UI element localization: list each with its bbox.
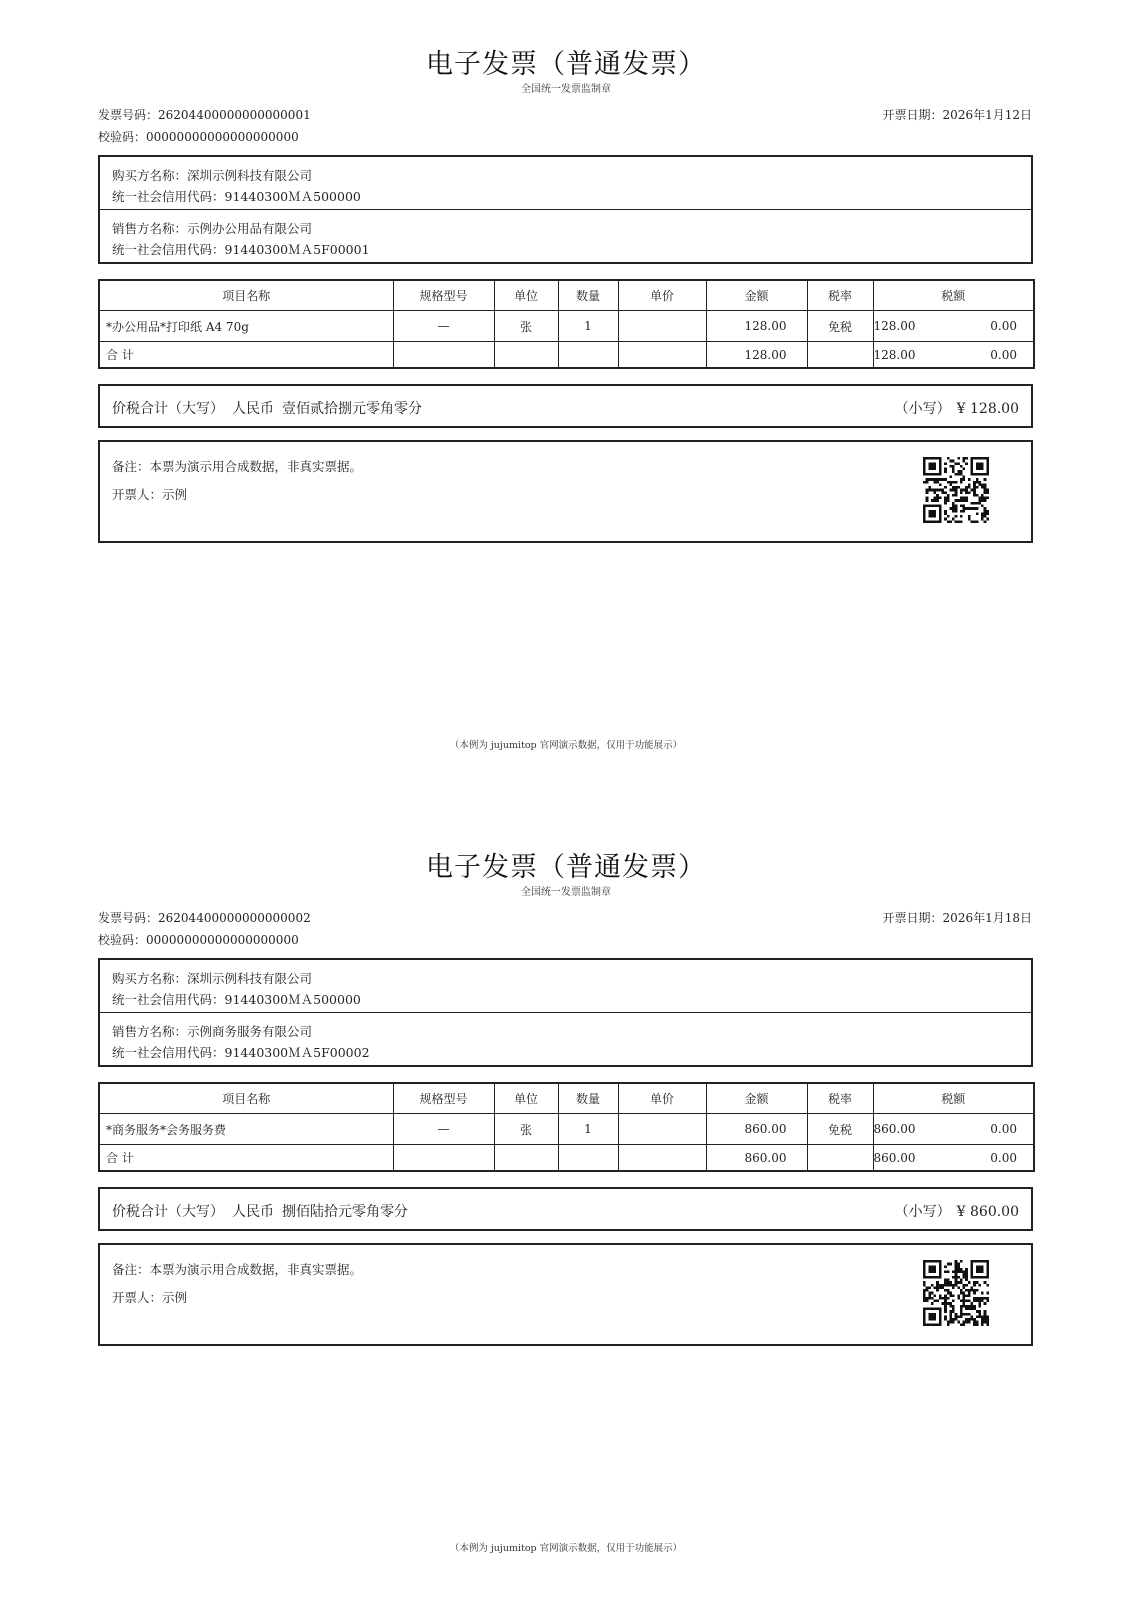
empty-cell [558,1145,618,1172]
seller-code-label: 统一社会信用代码： [112,1045,225,1060]
empty-cell [558,342,618,369]
buyer-name-label: 购买方名称： [112,168,188,183]
sum-box [98,384,1033,428]
invoice-subtitle: 全国统一发票监制章 [521,84,611,95]
issue-date-value: 2026年1月18日 [942,911,1032,925]
invoice [0,0,1132,800]
sum-small-value: ¥ 860.00 [956,1204,1019,1220]
total-tax-cell [873,342,1034,369]
sum-currency: 人民币 [232,401,274,417]
table-row [99,1114,1034,1145]
remark-text: 备注：本票为演示用合成数据，非真实票据。 [112,459,363,474]
sum-label: 价税合计（大写） [112,1204,224,1220]
col-header: 单价 [618,280,706,311]
seller-section [100,1013,1031,1066]
invoice-number [98,909,311,926]
sum-words: 捌佰陆拾元零角零分 [282,1204,408,1220]
buyer-code: 91440300ＭＡ500000 [224,189,361,204]
buyer-name: 深圳示例科技有限公司 [187,168,313,183]
qr-code-icon [923,457,989,523]
col-header: 税率 [807,1083,873,1114]
check-code-label: 校验码： [98,933,147,947]
invoice-number-value: 26204400000000000001 [158,108,311,122]
col-header: 税额 [873,280,1034,311]
col-header: 项目名称 [99,1083,393,1114]
seller-code-label: 统一社会信用代码： [112,242,225,257]
item-price [618,311,706,342]
buyer-section [100,157,1031,210]
check-code-label: 校验码： [98,130,147,144]
invoice-subtitle: 全国统一发票监制章 [521,887,611,898]
col-header: 金额 [706,1083,807,1114]
total-tax-cell [873,1145,1034,1172]
buyer-code-label: 统一社会信用代码： [112,992,225,1007]
item-tax: 0.00 [990,1122,1017,1136]
seller-name-label: 销售方名称： [112,221,188,236]
items-table [98,279,1035,369]
empty-cell [393,342,494,369]
issuer-name: 示例 [162,487,188,502]
items-table [98,1082,1035,1172]
item-tax-cell [873,311,1034,342]
buyer-name-label: 购买方名称： [112,971,188,986]
col-header: 单价 [618,1083,706,1114]
invoice-number-value: 26204400000000000002 [158,911,311,925]
empty-cell [618,1145,706,1172]
seller-code: 91440300ＭＡ5F00002 [224,1045,370,1060]
item-tax-base: 860.00 [873,1122,916,1136]
item-price [618,1114,706,1145]
buyer-name: 深圳示例科技有限公司 [187,971,313,986]
buyer-section [100,960,1031,1013]
item-rate: 免税 [807,1114,873,1145]
sum-words: 壹佰贰拾捌元零角零分 [282,401,422,417]
item-name: *商务服务*会务服务费 [99,1114,393,1145]
total-row [99,342,1034,369]
item-qty: 1 [558,311,618,342]
total-tax-base: 860.00 [873,1150,916,1165]
seller-name: 示例商务服务有限公司 [187,1024,313,1039]
table-header-row [99,280,1034,311]
item-tax-base: 128.00 [873,319,916,333]
sum-small-value: ¥ 128.00 [956,401,1019,417]
empty-cell [618,342,706,369]
total-row [99,1145,1034,1172]
demo-footer-note: （本例为 jujumitop 官网演示数据，仅用于功能展示） [449,740,683,751]
check-code [98,128,299,145]
issue-date [883,106,1032,123]
empty-cell [807,342,873,369]
item-name: *办公用品*打印纸 A4 70g [99,311,393,342]
empty-cell [494,342,558,369]
col-header: 数量 [558,1083,618,1114]
sum-box [98,1187,1033,1231]
issuer-label: 开票人： [112,487,163,502]
item-spec: — [393,311,494,342]
seller-name-label: 销售方名称： [112,1024,188,1039]
sum-label: 价税合计（大写） [112,401,224,417]
demo-footer-note: （本例为 jujumitop 官网演示数据，仅用于功能展示） [449,1543,683,1554]
item-amount: 128.00 [706,311,807,342]
total-tax: 0.00 [990,1150,1017,1165]
col-header: 规格型号 [393,1083,494,1114]
table-header-row [99,1083,1034,1114]
parties-box [98,958,1033,1067]
total-label: 合 计 [99,1145,393,1172]
seller-code: 91440300ＭＡ5F00001 [224,242,370,257]
item-spec: — [393,1114,494,1145]
issue-date-label: 开票日期： [882,911,943,925]
col-header: 单位 [494,1083,558,1114]
invoice-number-label: 发票号码： [98,911,159,925]
seller-name: 示例办公用品有限公司 [187,221,313,236]
empty-cell [393,1145,494,1172]
buyer-code: 91440300ＭＡ500000 [224,992,361,1007]
item-tax-cell [873,1114,1034,1145]
col-header: 数量 [558,280,618,311]
remark-box [98,1243,1033,1346]
qr-code-icon [923,1260,989,1326]
buyer-code-label: 统一社会信用代码： [112,189,225,204]
invoice-title: 电子发票（普通发票） [426,49,706,80]
issue-date-label: 开票日期： [882,108,943,122]
issuer [112,485,187,503]
total-tax: 0.00 [990,347,1017,362]
invoice-title: 电子发票（普通发票） [426,852,706,883]
total-tax-base: 128.00 [873,347,916,362]
total-amount: 128.00 [706,342,807,369]
seller-section [100,210,1031,263]
item-unit: 张 [494,311,558,342]
item-tax: 0.00 [990,319,1017,333]
total-amount: 860.00 [706,1145,807,1172]
issue-date [883,909,1032,926]
sum-small-label: （小写） [894,1204,951,1220]
issue-date-value: 2026年1月12日 [942,108,1032,122]
check-code [98,931,299,948]
invoice [0,803,1132,1603]
issuer-label: 开票人： [112,1290,163,1305]
issuer [112,1288,187,1306]
item-amount: 860.00 [706,1114,807,1145]
sum-currency: 人民币 [232,1204,274,1220]
parties-box [98,155,1033,264]
sum-small-label: （小写） [894,401,951,417]
check-code-value: 00000000000000000000 [146,130,299,144]
issuer-name: 示例 [162,1290,188,1305]
remark-box [98,440,1033,543]
item-qty: 1 [558,1114,618,1145]
col-header: 单位 [494,280,558,311]
invoice-number-label: 发票号码： [98,108,159,122]
empty-cell [807,1145,873,1172]
total-label: 合 计 [99,342,393,369]
item-rate: 免税 [807,311,873,342]
table-row [99,311,1034,342]
invoice-number [98,106,311,123]
empty-cell [494,1145,558,1172]
remark-text: 备注：本票为演示用合成数据，非真实票据。 [112,1262,363,1277]
item-unit: 张 [494,1114,558,1145]
col-header: 规格型号 [393,280,494,311]
col-header: 金额 [706,280,807,311]
col-header: 项目名称 [99,280,393,311]
col-header: 税率 [807,280,873,311]
check-code-value: 00000000000000000000 [146,933,299,947]
col-header: 税额 [873,1083,1034,1114]
